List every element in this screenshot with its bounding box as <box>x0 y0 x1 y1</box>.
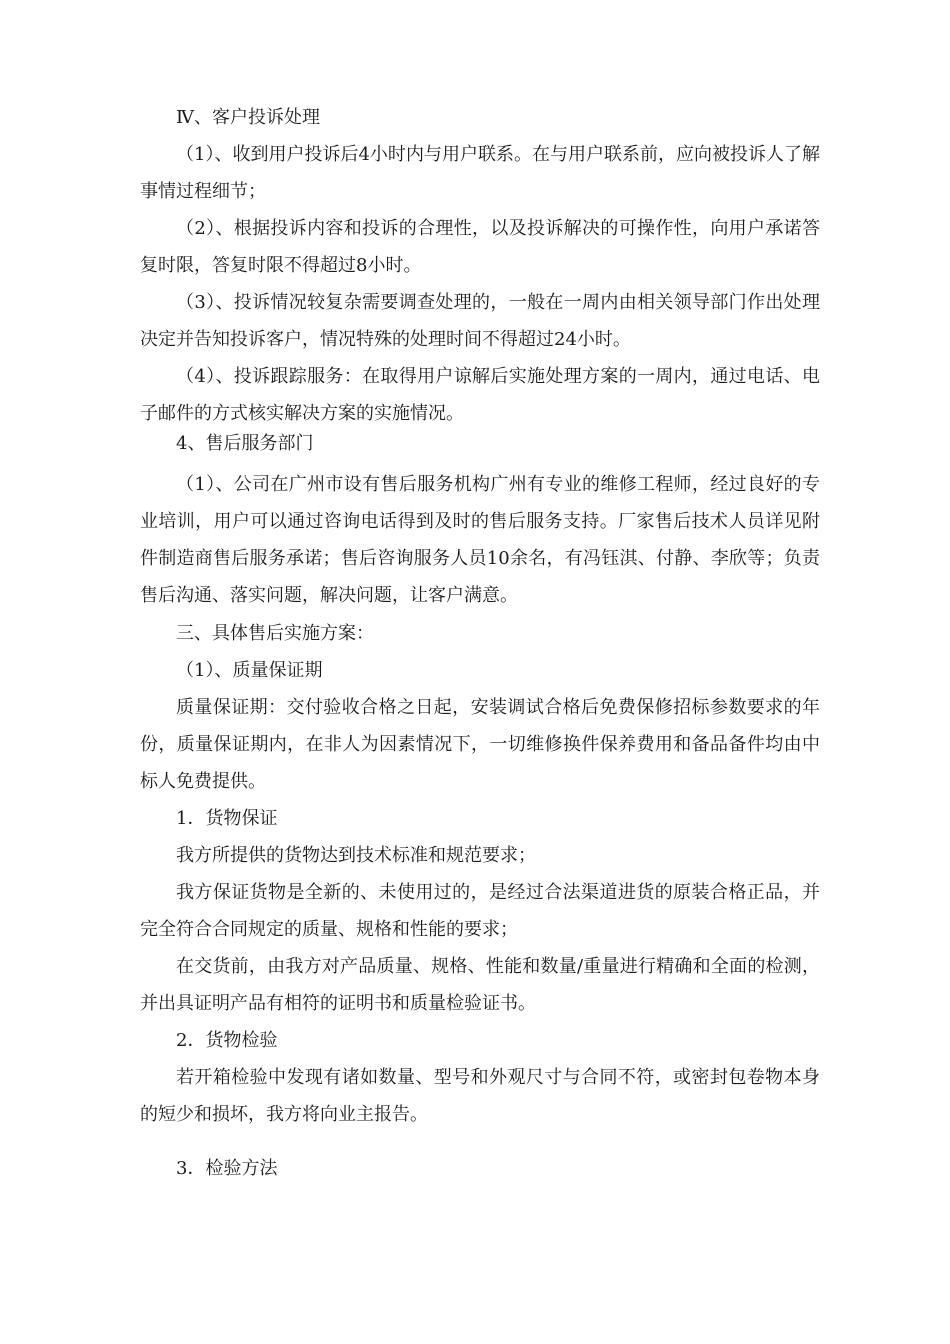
section-heading-implementation-plan: 三、具体售后实施方案： <box>176 623 374 644</box>
paragraph-complaint-4: （4）、投诉跟踪服务：在取得用户谅解后实施处理方案的一周内，通过电话、电子邮件的方式核实解决方案的实施情况。 <box>140 366 820 424</box>
subheading-goods-inspection: 2．货物检验 <box>176 1030 278 1051</box>
paragraph-goods-guarantee-1: 我方所提供的货物达到技术标准和规范要求； <box>176 845 536 866</box>
section-heading-after-sales-dept: 4、售后服务部门 <box>176 433 314 454</box>
subheading-warranty-period: （1）、质量保证期 <box>176 660 323 681</box>
subheading-goods-guarantee: 1．货物保证 <box>176 808 278 829</box>
paragraph-after-sales-dept: （1）、公司在广州市设有售后服务机构广州有专业的维修工程师，经过良好的专业培训，用户可以通过咨询电话得到及时的售后服务支持。厂家售后技术人员详见附件制造商售后服务承诺；售后咨询服务人员10余名，有冯钰淇、付静、李欣等；负责售后沟通、落实问题，解决问题，让客户满意。 <box>140 474 820 606</box>
section-heading-complaint-handling: Ⅳ、客户投诉处理 <box>176 107 320 128</box>
paragraph-goods-guarantee-2: 我方保证货物是全新的、未使用过的，是经过合法渠道进货的原装合格正品，并完全符合合同规定的质量、规格和性能的要求； <box>140 882 820 940</box>
subheading-inspection-method: 3．检验方法 <box>176 1158 278 1179</box>
paragraph-goods-guarantee-3: 在交货前，由我方对产品质量、规格、性能和数量/重量进行精确和全面的检测，并出具证明产品有相符的证明书和质量检验证书。 <box>140 956 820 1014</box>
paragraph-complaint-1: （1）、收到用户投诉后4小时内与用户联系。在与用户联系前，应向被投诉人了解事情过程细节； <box>140 144 820 202</box>
paragraph-complaint-3: （3）、投诉情况较复杂需要调查处理的，一般在一周内由相关领导部门作出处理决定并告知投诉客户，情况特殊的处理时间不得超过24小时。 <box>140 292 820 350</box>
paragraph-complaint-2: （2）、根据投诉内容和投诉的合理性，以及投诉解决的可操作性，向用户承诺答复时限，答复时限不得超过8小时。 <box>140 218 820 276</box>
paragraph-goods-inspection: 若开箱检验中发现有诸如数量、型号和外观尺寸与合同不符，或密封包卷物本身的短少和损坏，我方将向业主报告。 <box>140 1067 820 1125</box>
paragraph-warranty-period: 质量保证期：交付验收合格之日起，安装调试合格后免费保修招标参数要求的年份，质量保证期内，在非人为因素情况下，一切维修换件保养费用和备品备件均由中标人免费提供。 <box>140 697 820 792</box>
